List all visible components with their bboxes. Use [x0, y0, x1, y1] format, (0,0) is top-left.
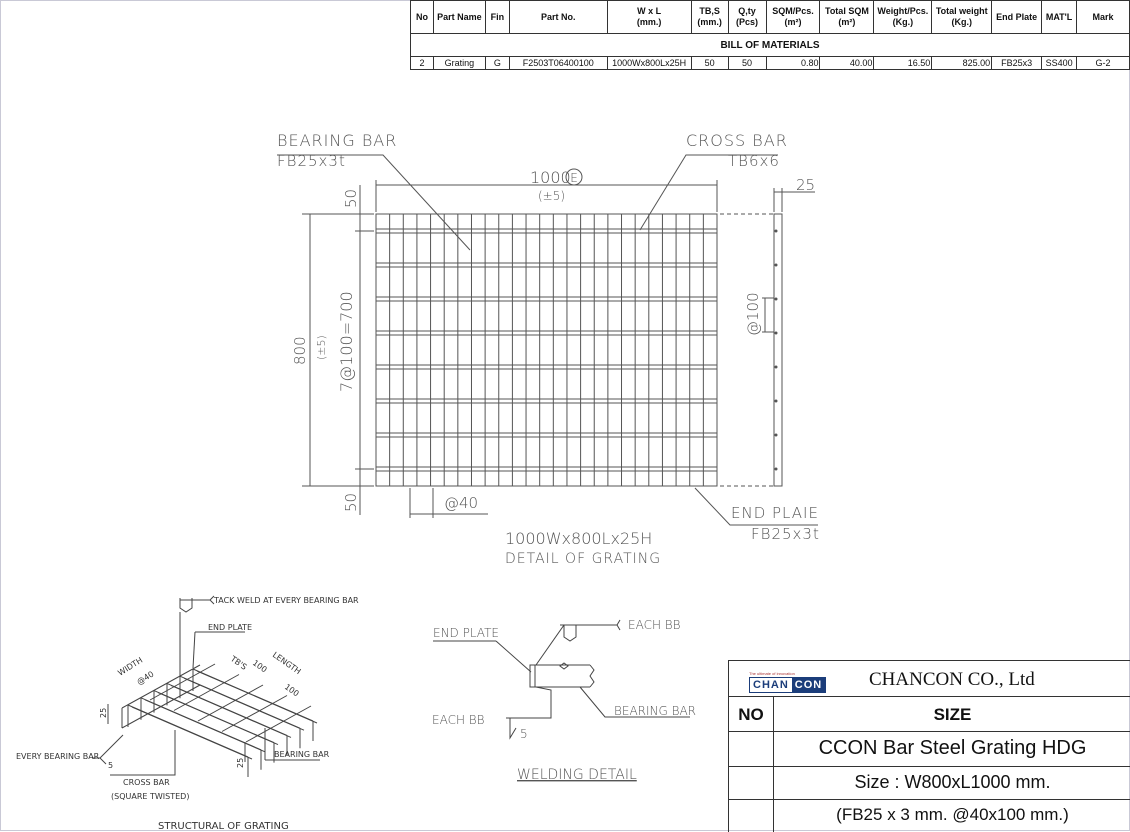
weld-bearing-bar-label: BEARING BAR — [614, 704, 697, 718]
weld-size: 5 — [520, 727, 528, 741]
bom-cell: 825.00 — [932, 57, 992, 70]
iso-bearing-bar — [171, 685, 291, 737]
company-name: CHANCON CO., Ltd — [869, 669, 1035, 690]
cross-bar-label: CROSS BAR — [686, 131, 788, 150]
product-name: CCON Bar Steel Grating HDG — [818, 737, 1087, 759]
bom-header-cell: TB,S (mm.) — [691, 1, 728, 34]
cross-bar-section-dot — [775, 264, 778, 267]
height-tol: (±5) — [315, 335, 328, 360]
bom-header-cell: Q,ty (Pcs) — [728, 1, 766, 34]
cross-bar-spec: TB6x6 — [728, 152, 780, 170]
every-bb-label: EVERY BEARING BAR — [16, 752, 100, 761]
top-offset: 50 — [342, 188, 360, 208]
iso-cross-bar — [198, 685, 263, 721]
cross-bar-section-dot — [775, 230, 778, 233]
bom-cell: G-2 — [1077, 57, 1130, 70]
welding-title: WELDING DETAIL — [517, 767, 637, 783]
bom-title: BILL OF MATERIALS — [411, 34, 1130, 57]
iso-weld5: 5 — [108, 761, 114, 770]
pitch-dim: 7@100=700 — [337, 291, 356, 392]
logo-right: CON — [792, 678, 825, 692]
iso-pitch40: @40 — [135, 669, 156, 687]
bom-header-cell: Total weight (Kg.) — [932, 1, 992, 34]
cross-bar-section-dot — [775, 332, 778, 335]
cross-bar-section-dot — [775, 366, 778, 369]
bom-header-cell: End Plate — [992, 1, 1042, 34]
title-block-product-row — [729, 732, 1130, 767]
bom-cell: 50 — [728, 57, 766, 70]
grating-size-text: 1000Wx800Lx25H — [505, 529, 653, 548]
bom-cell: 0.80 — [766, 57, 820, 70]
iso-bearing-bar-label: BEARING BAR — [274, 750, 330, 759]
iso-100a: 100 — [250, 658, 269, 675]
bearing-bar-label: BEARING BAR — [277, 131, 398, 150]
height-dim: 800 — [291, 336, 309, 365]
weld-each-bb-top: EACH BB — [628, 618, 681, 632]
iso-width-label: WIDTH — [116, 655, 145, 678]
bearing-bar-spec: FB25x3t — [277, 152, 346, 170]
bom-cell: G — [485, 57, 509, 70]
iso-bearing-bar — [158, 693, 278, 745]
iso-cross-bar — [222, 696, 287, 732]
end-plate-elevation — [774, 214, 782, 486]
title-block-size-row — [729, 767, 1130, 800]
tack-weld-label: TACK WELD AT EVERY BEARING BAR — [214, 596, 359, 605]
bom-header-cell: Fin — [485, 1, 509, 34]
size-label: SIZE — [933, 705, 972, 724]
iso-25b: 25 — [236, 757, 245, 768]
bom-header-cell: Part No. — [509, 1, 607, 34]
side-dim: 25 — [796, 176, 816, 194]
bottom-offset: 50 — [342, 492, 360, 512]
end-plate-label: END PLAIE — [731, 504, 819, 522]
structural-title: STRUCTURAL OF GRATING — [158, 821, 289, 831]
grating-grid — [376, 214, 717, 486]
square-twisted-label: (SQUARE TWISTED) — [111, 792, 190, 801]
iso-bearing-bar — [145, 700, 265, 752]
no-label: NO — [738, 705, 764, 724]
bb-pitch: @40 — [444, 494, 479, 512]
iso-100b: 100 — [282, 682, 301, 699]
grating-outline — [376, 214, 717, 486]
weld-end-plate-label: END PLATE — [433, 626, 499, 640]
bom-header-cell: Mark — [1077, 1, 1130, 34]
bom-header-cell: Total SQM (m²) — [820, 1, 874, 34]
bom-header-cell: Part Name — [433, 1, 485, 34]
title-block-company-row — [729, 661, 1130, 697]
product-size: Size : W800xL1000 mm. — [854, 772, 1051, 792]
iso-tbs: TB'S — [228, 654, 249, 672]
cross-bar-section-dot — [775, 400, 778, 403]
iso-cross-bar — [246, 706, 311, 742]
cross-bar-section-dot — [775, 298, 778, 301]
logo-tagline: The ultimate of innovation — [749, 671, 795, 676]
iso-end-plate-edge — [122, 665, 200, 708]
bom-cell: SS400 — [1042, 57, 1077, 70]
title-block-header-row — [729, 697, 1130, 732]
bom-header-cell: W x L (mm.) — [607, 1, 691, 34]
width-circle: E — [570, 171, 578, 185]
bom-cell: Grating — [433, 57, 485, 70]
title-block-spec-row — [729, 800, 1130, 832]
bom-header-cell: No — [411, 1, 434, 34]
bom-header-cell: SQM/Pcs. (m²) — [766, 1, 820, 34]
bom-cell: 40.00 — [820, 57, 874, 70]
iso-25a: 25 — [99, 707, 108, 718]
company-logo — [749, 671, 826, 693]
iso-end-plate-label: END PLATE — [208, 623, 252, 632]
bom-header-cell: MAT'L — [1042, 1, 1077, 34]
iso-cross-bar-label: CROSS BAR — [123, 778, 170, 787]
width-dim: 1000 — [530, 168, 571, 187]
bom-cell: 2 — [411, 57, 434, 70]
end-plate-spec: FB25x3t — [751, 525, 820, 543]
cross-bar-section-dot — [775, 434, 778, 437]
bom-cell: 50 — [691, 57, 728, 70]
iso-length-label: LENGTH — [270, 650, 303, 677]
title-block — [728, 660, 1130, 832]
iso-bearing-bar — [132, 707, 252, 759]
bom-header-cell: Weight/Pcs. (Kg.) — [874, 1, 932, 34]
bom-cell: 1000Wx800Lx25H — [607, 57, 691, 70]
side-pitch: @100 — [744, 292, 762, 336]
iso-cross-bar — [174, 675, 239, 711]
bom-cell: F2503T06400100 — [509, 57, 607, 70]
width-tol: (±5) — [538, 189, 566, 203]
iso-bearing-bar — [197, 671, 317, 723]
bom-cell: 16.50 — [874, 57, 932, 70]
product-spec: (FB25 x 3 mm. @40x100 mm.) — [836, 805, 1069, 824]
grating-detail-title: DETAIL OF GRATING — [505, 551, 662, 567]
bom-cell: FB25x3 — [992, 57, 1042, 70]
logo-left: CHAN — [750, 678, 792, 692]
cross-bar-section-dot — [775, 468, 778, 471]
weld-each-bb-bottom: EACH BB — [432, 713, 485, 727]
no-column-divider — [729, 697, 774, 832]
